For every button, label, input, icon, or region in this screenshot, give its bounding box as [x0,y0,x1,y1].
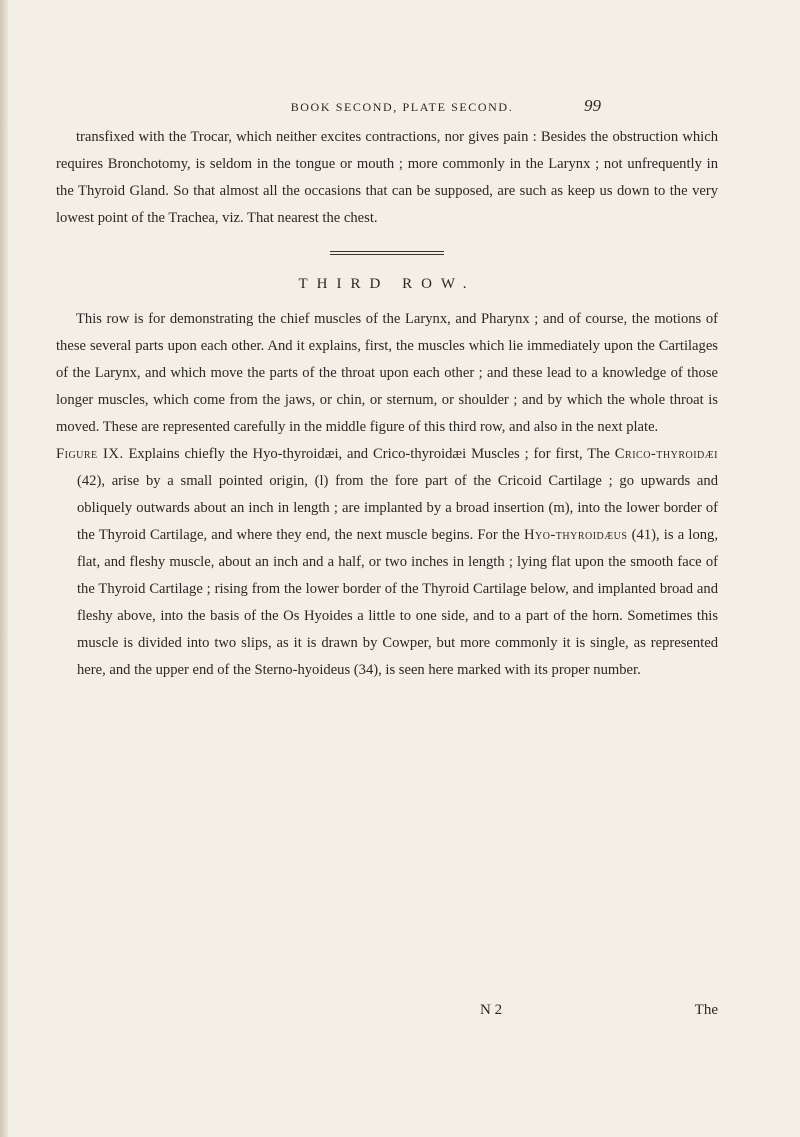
page-body [56,124,718,684]
figure-text-2: (42), arise by a small pointed origin, (l) from the fore part of the Cricoid Cartilage ; go upwards and obliquely outwards about an inch in length ; are implanted by a broad insertion (m), into the lower border of the Thyroid Cartilage, and where they end, the next muscle begins. For the [77,473,718,543]
binding-gutter [0,0,8,1137]
figure-text-3: (41), is a long, flat, and fleshy muscle, about an inch and a half, or two inches in length ; lying flat upon the smooth face of the Thyroid Cartilage ; rising from the lower border of the Thyroid Cartilage below, and implanted broad and fleshy above, into the basis of the Os Hyoides a little to one side, and to a part of the horn. Sometimes this muscle is divided into two slips, as it is drawn by Cowper, but more commonly it is single, as represented here, and the upper end of the Sterno-hyoideus (34), is seen here marked with its proper number. [77,527,718,678]
page-number: 99 [584,96,601,115]
hyo-thyroidaeus-name: Hyo-thyroidæus [523,527,628,543]
signature-mark: N 2 [480,1002,503,1018]
figure-text-1: Explains chiefly the Hyo-thyroidæi, and Crico-thyroidæi Muscles ; for first, The [128,446,610,462]
crico-thyroidaei-name: Crico-thyroidæi [614,446,718,462]
figure-label: Figure IX. [56,446,124,462]
section-rule [330,251,444,255]
intro-paragraph: This row is for demonstrating the chief muscles of the Larynx, and Pharynx ; and of course, the motions of these several parts upon each other. And it explains, first, the muscles which lie immediately upon the Cartilages of the Larynx, and which move the parts of the throat upon each other ; and these lead to a knowledge of those longer muscles, which come from the jaws, or chin, or sternum, or shoulder ; and by which the whole throat is moved. These are represented carefully in the middle figure of this third row, and also in the next plate. [56,311,718,435]
page-footer [56,1002,718,1028]
running-head: BOOK SECOND, PLATE SECOND. [290,100,514,114]
catchword: The [694,1002,718,1018]
figure-paragraph [56,441,718,684]
section-title: THIRD ROW. [298,276,476,292]
continuation-paragraph: transfixed with the Trocar, which neither excites contractions, nor gives pain : Besides the obstruction which requires Bronchotomy, is seldom in the tongue or mouth ; more commonly in the Larynx ; not unfrequently in the Thyroid Gland. So that almost all the occasions that can be supposed, are such as keep us down to the very lowest point of the Trachea, viz. That nearest the chest. [56,129,718,226]
